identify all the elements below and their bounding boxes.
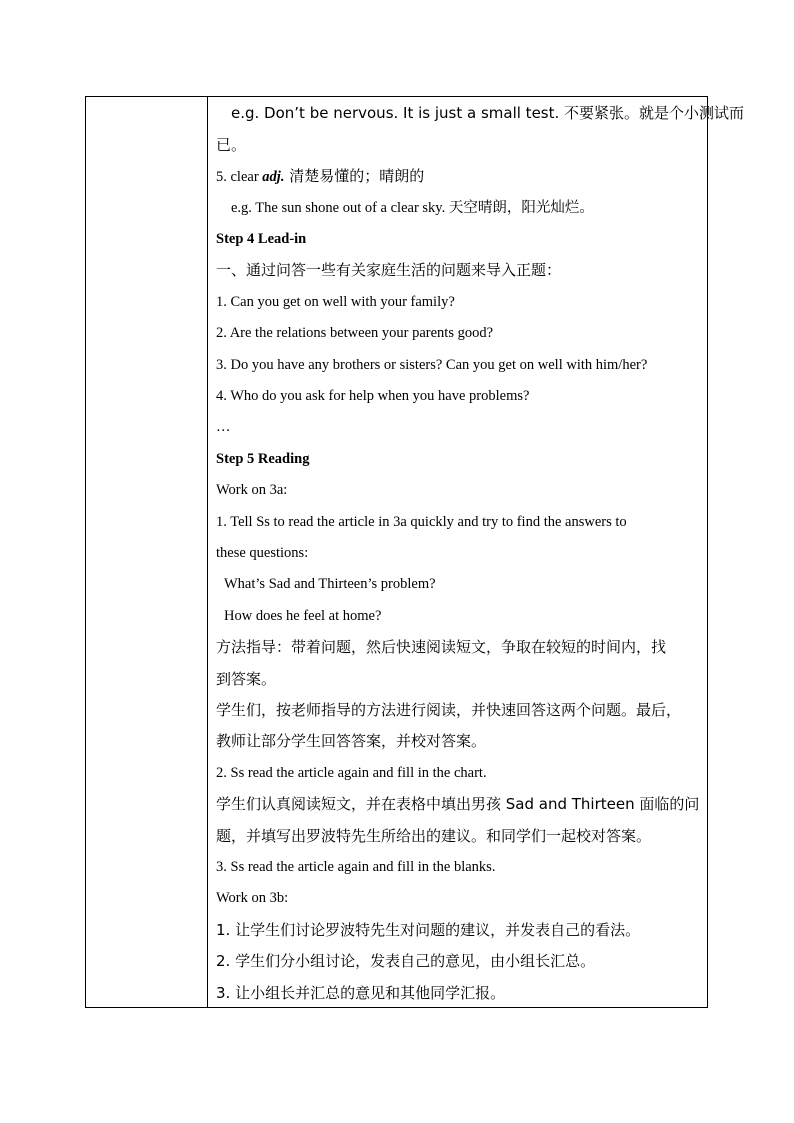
work-on-3a: Work on 3a: [216,482,288,498]
reading-question-1: What’s Sad and Thirteen’s problem? [224,576,436,592]
discussion-step-3: 3. 让小组长并汇总的意见和其他同学汇报。 [216,984,506,1002]
student-activity-2-cont: 题，并填写出罗波特先生所给出的建议。和同学们一起校对答案。 [216,827,652,845]
example-nervous: e.g. Don’t be nervous. It is just a small test. 不要紧张。就是个小测试而 [231,104,745,122]
method-guide: 方法指导：带着问题，然后快速阅读短文，争取在较短的时间内，找 [216,638,667,656]
step4-intro: 一、通过问答一些有关家庭生活的问题来导入正题： [216,261,562,279]
example-clear-sky: e.g. The sun shone out of a clear sky. 天空晴朗，阳光灿烂。 [231,200,594,216]
reading-question-2: How does he feel at home? [224,608,382,624]
task-1: 1. Tell Ss to read the article in 3a quickly and try to find the answers to [216,514,627,530]
ellipsis: … [216,419,231,435]
step4-heading: Step 4 Lead-in [216,231,307,247]
student-activity-1: 学生们，按老师指导的方法进行阅读，并快速回答这两个问题。最后， [216,701,682,719]
method-guide-cont: 到答案。 [216,670,277,688]
discussion-step-2: 2. 学生们分小组讨论，发表自己的意见，由小组长汇总。 [216,952,596,970]
lesson-plan-table [85,96,745,1008]
student-activity-1-cont: 教师让部分学生回答答案，并校对答案。 [216,732,487,750]
task-2: 2. Ss read the article again and fill in the chart. [216,765,487,781]
discussion-step-1: 1. 让学生们讨论罗波特先生对问题的建议，并发表自己的看法。 [216,921,641,939]
question-4: 4. Who do you ask for help when you have problems? [216,388,530,404]
question-2: 2. Are the relations between your parents good? [216,325,494,341]
left-column-cell [86,97,208,1007]
task-1-cont: these questions: [216,545,309,561]
right-column-cell [208,97,745,1007]
question-1: 1. Can you get on well with your family? [216,294,455,310]
task-3: 3. Ss read the article again and fill in the blanks. [216,859,496,875]
work-on-3b: Work on 3b: [216,890,289,906]
student-activity-2: 学生们认真阅读短文，并在表格中填出男孩 Sad and Thirteen 面临的问 [216,795,700,813]
step5-heading: Step 5 Reading [216,451,310,467]
example-nervous-cont: 已。 [216,136,247,154]
vocab-clear: 5. clear adj. 清楚易懂的；晴朗的 [216,167,425,185]
question-3: 3. Do you have any brothers or sisters? Can you get on well with him/her? [216,357,648,373]
